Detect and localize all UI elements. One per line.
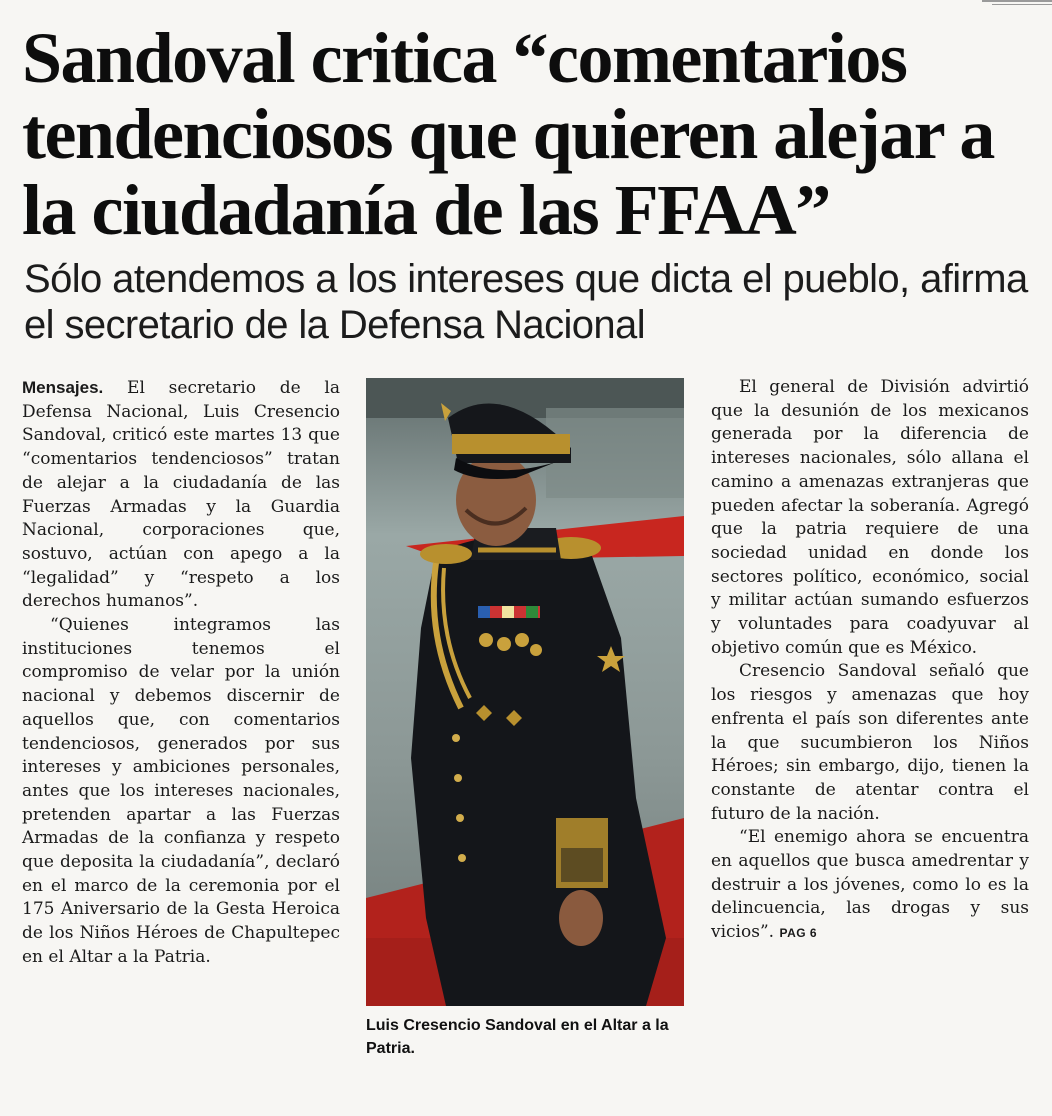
article-photo [366,378,684,1006]
subheadline: Sólo atendemos a los intereses que dicta el pueblo, afirma el secretario de la Defensa Nacional [24,257,1028,347]
paragraph-5-text: “El enemigo ahora se encuentra en aquellos que busca amedrentar y destruir a los jóvenes, como lo es la delincuencia, las drogas y sus vicios”. [711,827,1029,943]
paragraph-2: “Quienes integramos las instituciones tenemos el compromiso de velar por la unión nacional y debemos discernir de aquellos que, con comentarios tendenciosos, generados por sus intereses y ambiciones personales, antes que los intereses nacionales, pretenden apartar a las Fuerzas Armadas de la confianza y respeto que deposita la ciudadanía”, declaró en el marco de la ceremonia por el 175 Aniversario de la Gesta Heroica de los Niños Héroes de Chapultepec en el Altar a la Patria. [22,615,340,967]
paragraph-1-text: El secretario de la Defensa Nacional, Luis Cresencio Sandoval, criticó este martes 13 que “comentarios tendenciosos” tratan de alejar a la ciudadanía de las Fuerzas Armadas y la Guardia Nacional, corporaciones que, sostuvo, actúan con apego a la “legalidad” y “respeto a los derechos humanos”. [22,378,340,612]
lead-label: Mensajes. [22,378,104,397]
paragraph-1 [22,376,340,614]
page-reference: PAG 6 [779,926,818,941]
paragraph-3: El general de División advirtió que la desunión de los mexicanos generada por la diferencia de intereses nacionales, sólo allana el camino a amenazas extranjeras que pueden afectar la soberanía. Agregó que la patria requiere de una sociedad unidad en donde los sectores político, económico, social y militar actúan sumando esfuerzos y voluntades para coadyuvar al objetivo común que es México. [711,377,1029,658]
right-column [711,376,1029,946]
headline: Sandoval critica “comentarios tendenciosos que quieren alejar a la ciudadanía de las FFAA” [22,18,994,250]
military-officer-photo [366,378,684,1006]
left-column [22,376,340,970]
paragraph-4: Cresencio Sandoval señaló que los riesgos y amenazas que hoy enfrenta el país son diferentes ante la que sucumbieron los Niños Héroes; sin embargo, dijo, tienen la constante de atentar contra el futuro de la nación. [711,661,1029,824]
photo-caption: Luis Cresencio Sandoval en el Altar a la Patria. [366,1017,669,1057]
paragraph-5 [711,826,1029,946]
page-corner-stripes [982,0,1052,10]
